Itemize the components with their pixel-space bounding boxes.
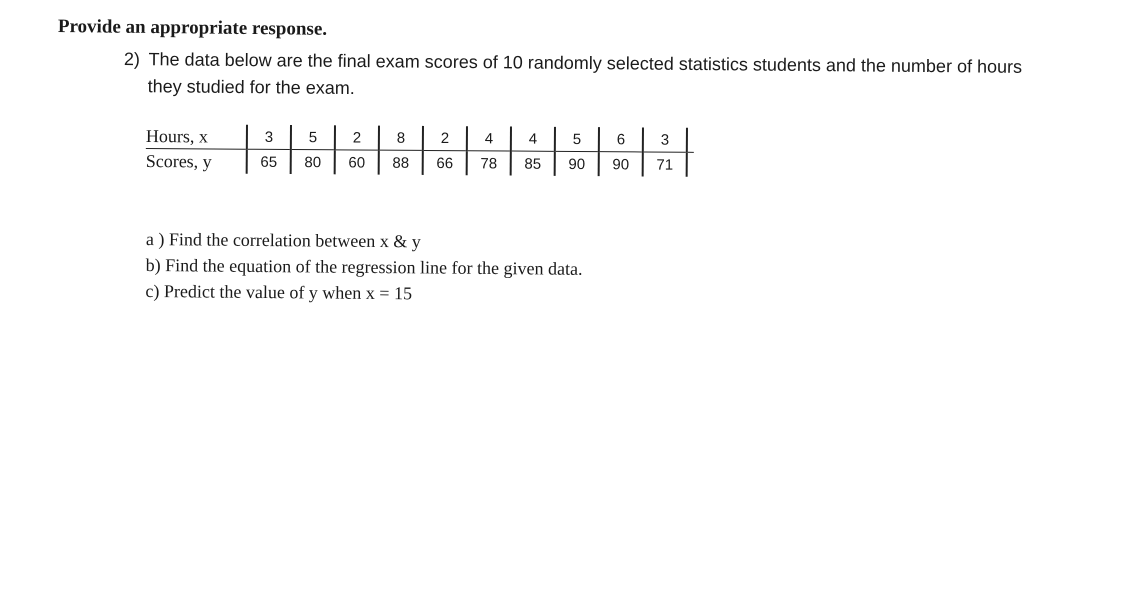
question-parts <box>145 226 583 308</box>
question-text <box>124 46 1094 108</box>
table-cell: 71 <box>643 152 687 177</box>
table-end-border <box>687 152 694 177</box>
table-cell: 8 <box>379 126 423 151</box>
table-cell: 4 <box>511 127 555 152</box>
table-cell: 85 <box>511 151 555 176</box>
table-cell: 65 <box>247 149 291 174</box>
table-row-scores <box>146 148 694 176</box>
table-cell: 88 <box>379 150 423 175</box>
table-cell: 80 <box>291 150 335 175</box>
question-line-2: they studied for the exam. <box>147 76 355 99</box>
question-number: 2) <box>123 48 140 70</box>
table-cell: 4 <box>467 126 511 151</box>
table-cell: 5 <box>291 125 335 150</box>
part-b: b) Find the equation of the regression line for the given data. <box>145 254 583 279</box>
part-c: c) Predict the value of y when x = 15 <box>145 280 413 304</box>
row-label-hours: Hours, x <box>146 124 247 149</box>
table-cell: 3 <box>247 125 291 150</box>
table-cell: 6 <box>599 127 643 152</box>
table-cell: 66 <box>423 150 467 175</box>
table-cell: 60 <box>335 150 379 175</box>
question-line-1: The data below are the final exam scores of 10 randomly selected statistics students and the number of hours <box>148 49 1023 77</box>
data-table <box>146 124 694 177</box>
table-row-hours <box>146 124 694 152</box>
table-cell: 2 <box>423 126 467 151</box>
table-cell: 3 <box>643 127 687 152</box>
table-cell: 78 <box>467 151 511 176</box>
table-cell: 2 <box>335 125 379 150</box>
row-label-scores: Scores, y <box>145 150 212 171</box>
table-cell: 5 <box>555 127 599 152</box>
table-cell: 90 <box>555 151 599 176</box>
part-a: a ) Find the correlation between x & y <box>145 228 421 252</box>
page-heading: Provide an appropriate response. <box>57 16 328 40</box>
table-cell: 90 <box>599 152 643 177</box>
table-end-border <box>687 128 694 153</box>
